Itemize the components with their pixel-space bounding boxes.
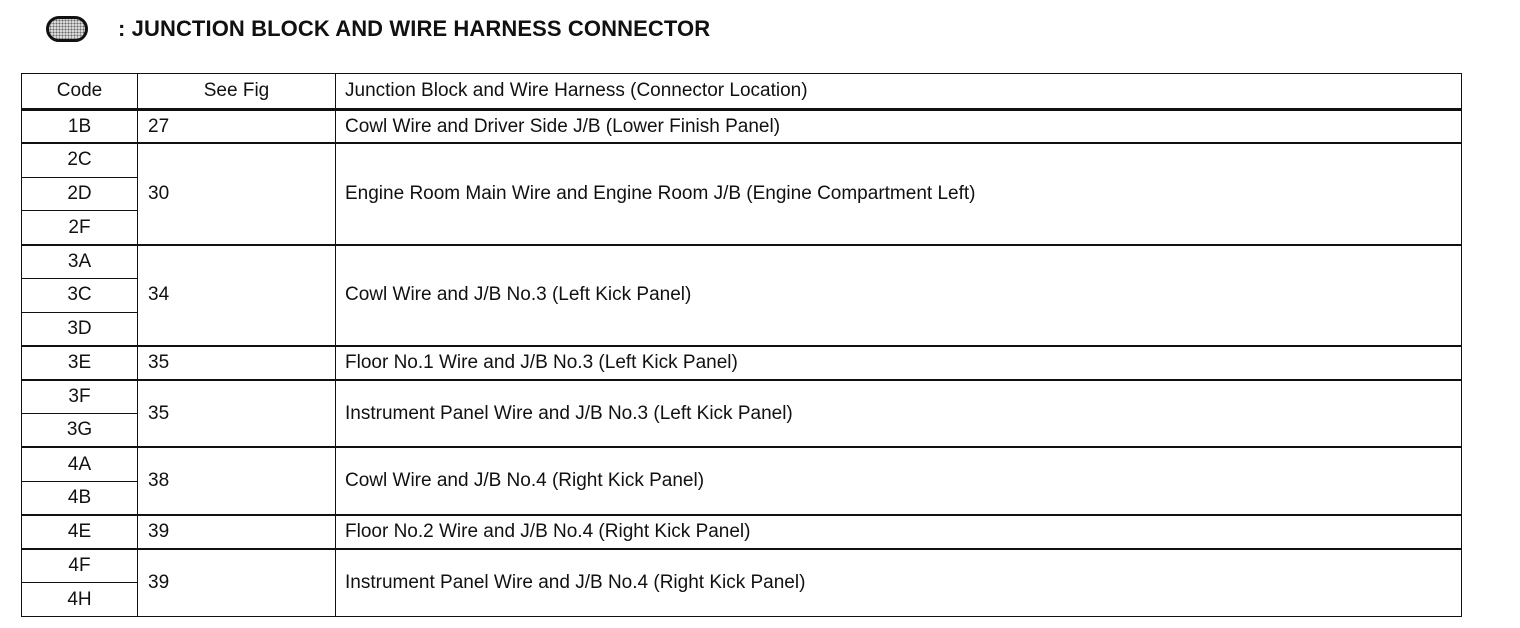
code-cell: 3C: [22, 278, 138, 312]
code-cell: 3F: [22, 380, 138, 414]
table-row: [22, 346, 1462, 380]
see-fig-cell: 35: [138, 346, 336, 380]
see-fig-cell: 39: [138, 549, 336, 617]
table-row: [22, 143, 1462, 177]
location-cell: Cowl Wire and J/B No.4 (Right Kick Panel): [336, 447, 1462, 515]
table-row: [22, 380, 1462, 414]
code-cell: 3D: [22, 312, 138, 346]
connector-symbol-icon: [46, 16, 88, 42]
page-header: [46, 16, 710, 42]
see-fig-cell: 30: [138, 143, 336, 244]
see-fig-cell: 34: [138, 245, 336, 346]
see-fig-cell: 39: [138, 515, 336, 549]
location-cell: Instrument Panel Wire and J/B No.3 (Left Kick Panel): [336, 380, 1462, 448]
table-row: [22, 447, 1462, 481]
location-cell: Cowl Wire and J/B No.3 (Left Kick Panel): [336, 245, 1462, 346]
code-cell: 3G: [22, 414, 138, 448]
code-cell: 3E: [22, 346, 138, 380]
code-cell: 4E: [22, 515, 138, 549]
code-cell: 4H: [22, 583, 138, 617]
code-cell: 4F: [22, 549, 138, 583]
page-title: : JUNCTION BLOCK AND WIRE HARNESS CONNECTOR: [118, 16, 711, 41]
column-header-see-fig: See Fig: [138, 74, 336, 110]
table-row: [22, 515, 1462, 549]
table-row: [22, 110, 1462, 144]
location-cell: Instrument Panel Wire and J/B No.4 (Right Kick Panel): [336, 549, 1462, 617]
code-cell: 4B: [22, 481, 138, 515]
location-cell: Engine Room Main Wire and Engine Room J/B (Engine Compartment Left): [336, 143, 1462, 244]
code-cell: 2C: [22, 143, 138, 177]
location-cell: Cowl Wire and Driver Side J/B (Lower Finish Panel): [336, 110, 1462, 144]
table-row: [22, 549, 1462, 583]
code-cell: 2F: [22, 211, 138, 245]
see-fig-cell: 35: [138, 380, 336, 448]
table-body: [22, 110, 1462, 617]
code-cell: 1B: [22, 110, 138, 144]
see-fig-cell: 27: [138, 110, 336, 144]
code-cell: 2D: [22, 177, 138, 211]
code-cell: 3A: [22, 245, 138, 279]
see-fig-cell: 38: [138, 447, 336, 515]
column-header-code: Code: [22, 74, 138, 110]
location-cell: Floor No.2 Wire and J/B No.4 (Right Kick Panel): [336, 515, 1462, 549]
connector-table: [21, 73, 1462, 617]
table-row: [22, 245, 1462, 279]
code-cell: 4A: [22, 447, 138, 481]
table-header-row: [22, 74, 1462, 110]
location-cell: Floor No.1 Wire and J/B No.3 (Left Kick Panel): [336, 346, 1462, 380]
column-header-location: Junction Block and Wire Harness (Connector Location): [336, 74, 1462, 110]
